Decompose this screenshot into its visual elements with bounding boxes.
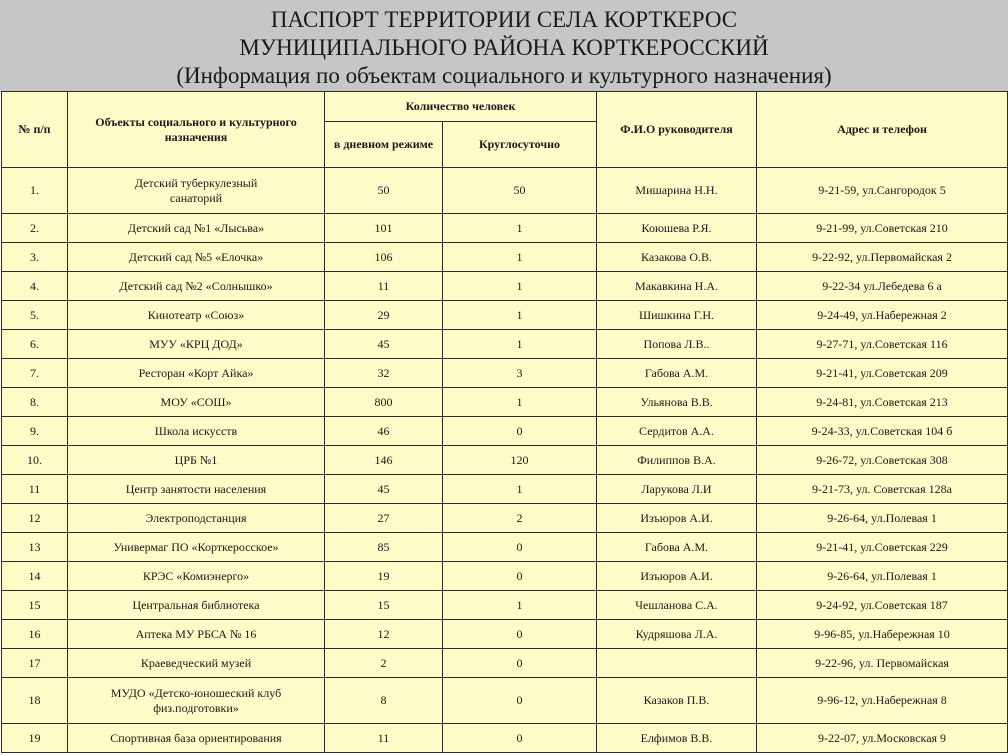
document-title bbox=[0, 0, 1008, 92]
row-object: Электроподстанция bbox=[68, 504, 325, 533]
row-round-count: 120 bbox=[443, 446, 597, 475]
row-object: Краеведческий музей bbox=[68, 649, 325, 678]
row-round-count: 50 bbox=[443, 168, 597, 214]
row-object: Центральная библиотека bbox=[68, 591, 325, 620]
row-address: 9-26-64, ул.Полевая 1 bbox=[757, 562, 1008, 591]
table-row bbox=[2, 330, 1008, 359]
header-round-the-clock: Круглосуточно bbox=[443, 122, 597, 168]
row-address: 9-21-59, ул.Сангородок 5 bbox=[757, 168, 1008, 214]
row-day-count: 45 bbox=[325, 475, 443, 504]
row-director: Ларукова Л.И bbox=[597, 475, 757, 504]
row-number: 13 bbox=[2, 533, 68, 562]
row-number: 5. bbox=[2, 301, 68, 330]
row-day-count: 85 bbox=[325, 533, 443, 562]
row-director: Макавкина Н.А. bbox=[597, 272, 757, 301]
row-director bbox=[597, 649, 757, 678]
row-round-count: 3 bbox=[443, 359, 597, 388]
row-object: КРЭС «Комиэнерго» bbox=[68, 562, 325, 591]
row-number: 19 bbox=[2, 724, 68, 753]
row-number: 14 bbox=[2, 562, 68, 591]
row-number: 17 bbox=[2, 649, 68, 678]
row-round-count: 2 bbox=[443, 504, 597, 533]
header-people-count: Количество человек bbox=[325, 92, 597, 122]
row-director: Коюшева Р.Я. bbox=[597, 214, 757, 243]
row-address: 9-22-92, ул.Первомайская 2 bbox=[757, 243, 1008, 272]
row-round-count: 0 bbox=[443, 678, 597, 724]
row-day-count: 46 bbox=[325, 417, 443, 446]
row-director: Кудряшова Л.А. bbox=[597, 620, 757, 649]
row-round-count: 1 bbox=[443, 330, 597, 359]
row-day-count: 12 bbox=[325, 620, 443, 649]
row-object: Универмаг ПО «Корткеросское» bbox=[68, 533, 325, 562]
row-director: Изъюров А.И. bbox=[597, 562, 757, 591]
table-row bbox=[2, 301, 1008, 330]
row-address: 9-24-33, ул.Советская 104 б bbox=[757, 417, 1008, 446]
row-object: Детский сад №5 «Елочка» bbox=[68, 243, 325, 272]
table-row bbox=[2, 243, 1008, 272]
row-object: Детский сад №1 «Лысьва» bbox=[68, 214, 325, 243]
row-number: 4. bbox=[2, 272, 68, 301]
row-object: Центр занятости населения bbox=[68, 475, 325, 504]
row-address: 9-96-12, ул.Набережная 8 bbox=[757, 678, 1008, 724]
title-line-3: (Информация по объектам социального и культурного назначения) bbox=[176, 63, 832, 88]
row-day-count: 32 bbox=[325, 359, 443, 388]
row-object: Детский туберкулезный санаторий bbox=[68, 168, 325, 214]
row-number: 2. bbox=[2, 214, 68, 243]
row-round-count: 1 bbox=[443, 388, 597, 417]
table-row bbox=[2, 272, 1008, 301]
row-number: 15 bbox=[2, 591, 68, 620]
header-address: Адрес и телефон bbox=[757, 92, 1008, 168]
row-round-count: 1 bbox=[443, 214, 597, 243]
row-day-count: 11 bbox=[325, 724, 443, 753]
row-day-count: 11 bbox=[325, 272, 443, 301]
row-address: 9-26-72, ул.Советская 308 bbox=[757, 446, 1008, 475]
row-round-count: 1 bbox=[443, 475, 597, 504]
row-day-count: 15 bbox=[325, 591, 443, 620]
row-day-count: 2 bbox=[325, 649, 443, 678]
row-address: 9-22-34 ул.Лебедева 6 а bbox=[757, 272, 1008, 301]
table-row bbox=[2, 504, 1008, 533]
row-day-count: 8 bbox=[325, 678, 443, 724]
row-address: 9-96-85, ул.Набережная 10 bbox=[757, 620, 1008, 649]
row-round-count: 0 bbox=[443, 649, 597, 678]
row-number: 8. bbox=[2, 388, 68, 417]
table-row bbox=[2, 475, 1008, 504]
row-number: 7. bbox=[2, 359, 68, 388]
row-director: Елфимов В.В. bbox=[597, 724, 757, 753]
table-row bbox=[2, 649, 1008, 678]
row-object: ЦРБ №1 bbox=[68, 446, 325, 475]
table-row bbox=[2, 168, 1008, 214]
row-day-count: 45 bbox=[325, 330, 443, 359]
table-row bbox=[2, 214, 1008, 243]
row-number: 6. bbox=[2, 330, 68, 359]
row-address: 9-26-64, ул.Полевая 1 bbox=[757, 504, 1008, 533]
row-address: 9-27-71, ул.Советская 116 bbox=[757, 330, 1008, 359]
row-round-count: 0 bbox=[443, 417, 597, 446]
row-address: 9-24-49, ул.Набережная 2 bbox=[757, 301, 1008, 330]
row-day-count: 50 bbox=[325, 168, 443, 214]
objects-table bbox=[1, 91, 1008, 753]
row-object: Ресторан «Корт Айка» bbox=[68, 359, 325, 388]
title-line-2: МУНИЦИПАЛЬНОГО РАЙОНА КОРТКЕРОССКИЙ bbox=[239, 35, 769, 60]
row-object: Кинотеатр «Союз» bbox=[68, 301, 325, 330]
row-director: Габова А.М. bbox=[597, 359, 757, 388]
row-director: Изъюров А.И. bbox=[597, 504, 757, 533]
table-row bbox=[2, 591, 1008, 620]
header-day-mode: в дневном режиме bbox=[325, 122, 443, 168]
row-director: Казакова О.В. bbox=[597, 243, 757, 272]
row-round-count: 1 bbox=[443, 272, 597, 301]
header-director: Ф.И.О руководителя bbox=[597, 92, 757, 168]
row-director: Мишарина Н.Н. bbox=[597, 168, 757, 214]
row-object: Школа искусств bbox=[68, 417, 325, 446]
row-round-count: 1 bbox=[443, 243, 597, 272]
row-day-count: 101 bbox=[325, 214, 443, 243]
row-day-count: 29 bbox=[325, 301, 443, 330]
row-day-count: 106 bbox=[325, 243, 443, 272]
row-address: 9-21-41, ул.Советская 229 bbox=[757, 533, 1008, 562]
row-round-count: 1 bbox=[443, 591, 597, 620]
row-object: Детский сад №2 «Солнышко» bbox=[68, 272, 325, 301]
title-line-1: ПАСПОРТ ТЕРРИТОРИИ СЕЛА КОРТКЕРОС bbox=[270, 7, 738, 32]
row-address: 9-24-92, ул.Советская 187 bbox=[757, 591, 1008, 620]
row-number: 1. bbox=[2, 168, 68, 214]
row-address: 9-22-96, ул. Первомайская bbox=[757, 649, 1008, 678]
row-day-count: 800 bbox=[325, 388, 443, 417]
row-number: 18 bbox=[2, 678, 68, 724]
row-director: Казаков П.В. bbox=[597, 678, 757, 724]
row-day-count: 27 bbox=[325, 504, 443, 533]
table-row bbox=[2, 446, 1008, 475]
table-row bbox=[2, 562, 1008, 591]
row-round-count: 1 bbox=[443, 301, 597, 330]
table-row bbox=[2, 359, 1008, 388]
row-day-count: 146 bbox=[325, 446, 443, 475]
row-number: 9. bbox=[2, 417, 68, 446]
row-address: 9-24-81, ул.Советская 213 bbox=[757, 388, 1008, 417]
row-address: 9-21-99, ул.Советская 210 bbox=[757, 214, 1008, 243]
table-row bbox=[2, 620, 1008, 649]
row-number: 11 bbox=[2, 475, 68, 504]
row-director: Сердитов А.А. bbox=[597, 417, 757, 446]
row-day-count: 19 bbox=[325, 562, 443, 591]
table-row bbox=[2, 724, 1008, 753]
table-row bbox=[2, 678, 1008, 724]
table-row bbox=[2, 533, 1008, 562]
row-object: МУУ «КРЦ ДОД» bbox=[68, 330, 325, 359]
row-address: 9-22-07, ул.Московская 9 bbox=[757, 724, 1008, 753]
row-round-count: 0 bbox=[443, 724, 597, 753]
table-row bbox=[2, 388, 1008, 417]
row-number: 16 bbox=[2, 620, 68, 649]
row-round-count: 0 bbox=[443, 562, 597, 591]
row-director: Попова Л.В.. bbox=[597, 330, 757, 359]
header-number: № п/п bbox=[2, 92, 68, 168]
row-number: 3. bbox=[2, 243, 68, 272]
row-number: 10. bbox=[2, 446, 68, 475]
row-director: Шишкина Г.Н. bbox=[597, 301, 757, 330]
table-row bbox=[2, 417, 1008, 446]
row-director: Филиппов В.А. bbox=[597, 446, 757, 475]
row-object: МОУ «СОШ» bbox=[68, 388, 325, 417]
row-director: Габова А.М. bbox=[597, 533, 757, 562]
row-object: Спортивная база ориентирования bbox=[68, 724, 325, 753]
row-address: 9-21-73, ул. Советская 128а bbox=[757, 475, 1008, 504]
row-address: 9-21-41, ул.Советская 209 bbox=[757, 359, 1008, 388]
row-director: Чешланова С.А. bbox=[597, 591, 757, 620]
row-number: 12 bbox=[2, 504, 68, 533]
row-round-count: 0 bbox=[443, 620, 597, 649]
row-object: МУДО «Детско-юношеский клуб физ.подготовки» bbox=[68, 678, 325, 724]
row-object: Аптека МУ РБСА № 16 bbox=[68, 620, 325, 649]
row-round-count: 0 bbox=[443, 533, 597, 562]
row-director: Ульянова В.В. bbox=[597, 388, 757, 417]
header-object: Объекты социального и культурного назначения bbox=[68, 92, 325, 168]
